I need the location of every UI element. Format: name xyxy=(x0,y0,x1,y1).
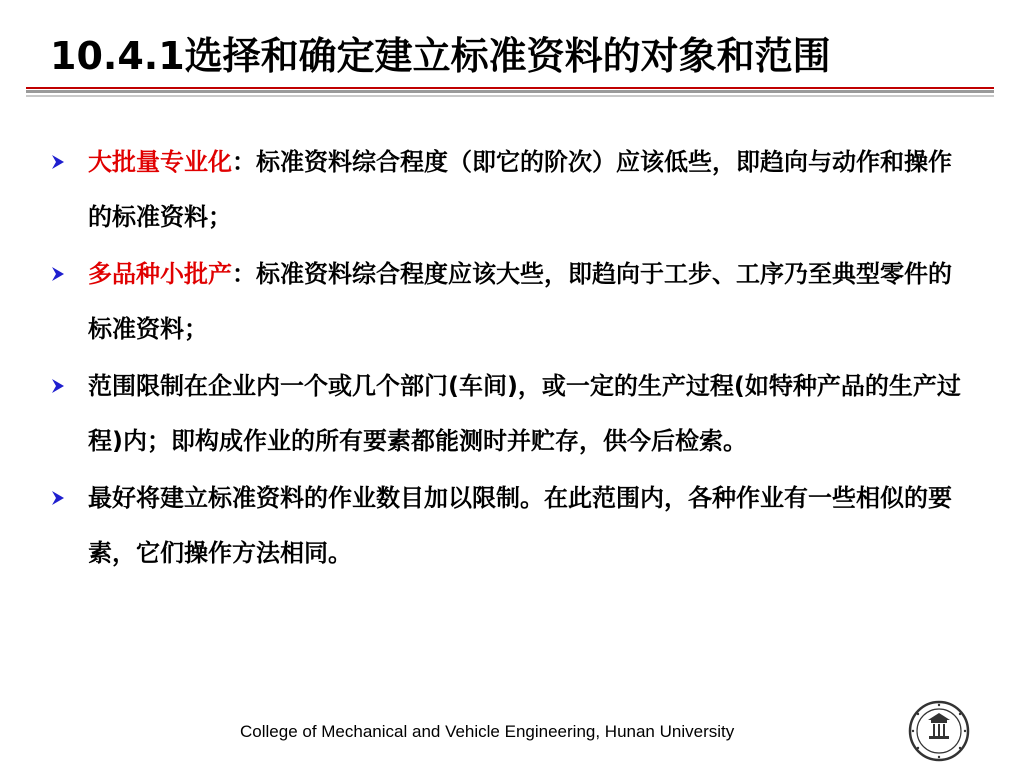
bullet-item-3 xyxy=(50,359,970,469)
title-underline-red xyxy=(26,87,994,89)
university-seal-icon xyxy=(908,700,970,762)
bullet-item-2 xyxy=(50,247,970,357)
bullet-list xyxy=(50,135,970,583)
arrow-bullet-icon xyxy=(50,154,66,170)
arrow-bullet-icon xyxy=(50,378,66,394)
footer-college-name: College of Mechanical and Vehicle Engineering, Hunan University xyxy=(240,722,735,741)
bullet-highlight: 大批量专业化 xyxy=(88,148,232,176)
slide-title: 10.4.1选择和确定建立标准资料的对象和范围 xyxy=(50,34,831,78)
bullet-text: ：标准资料综合程度（即它的阶次）应该低些，即趋向与动作和操作的标准资料； xyxy=(88,148,952,231)
title-underline-gray xyxy=(26,90,994,93)
title-underline-light xyxy=(26,95,994,97)
bullet-text: 最好将建立标准资料的作业数目加以限制。在此范围内，各种作业有一些相似的要素，它们操作方法相同。 xyxy=(88,484,952,567)
bullet-item-4 xyxy=(50,471,970,581)
bullet-highlight: 多品种小批产 xyxy=(88,260,232,288)
arrow-bullet-icon xyxy=(50,490,66,506)
bullet-text: ：标准资料综合程度应该大些，即趋向于工步、工序乃至典型零件的标准资料； xyxy=(88,260,952,343)
bullet-text: 范围限制在企业内一个或几个部门(车间)，或一定的生产过程(如特种产品的生产过程)内；即构成作业的所有要素都能测时并贮存，供今后检索。 xyxy=(88,372,961,455)
arrow-bullet-icon xyxy=(50,266,66,282)
bullet-item-1 xyxy=(50,135,970,245)
